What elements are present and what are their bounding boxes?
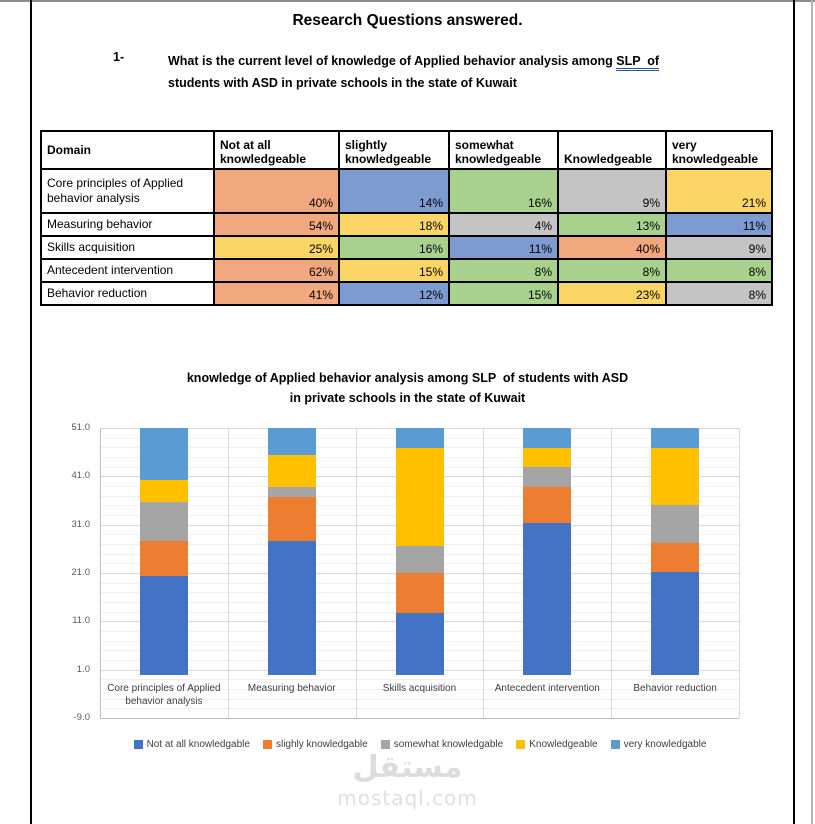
y-axis-tick-label: 51.0 xyxy=(71,422,90,433)
column-header: slightly knowledgeable xyxy=(339,131,449,169)
stacked-bar xyxy=(396,428,444,675)
value-cell: 8% xyxy=(666,282,772,305)
value-cell: 62% xyxy=(214,259,339,282)
stacked-bar xyxy=(523,428,571,675)
question-line-1: What is the current level of knowledge of Applied behavior analysis among SLP of xyxy=(168,50,659,72)
legend-label: slighly knowledgable xyxy=(275,739,368,750)
value-cell: 16% xyxy=(339,236,449,259)
watermark-arabic: مستقل xyxy=(352,750,463,785)
category-boundary-line xyxy=(228,428,229,718)
bar-segment xyxy=(396,448,444,547)
legend-swatch xyxy=(134,740,143,749)
stacked-bar xyxy=(268,428,316,675)
bar-segment xyxy=(523,428,571,448)
bar-segment xyxy=(651,505,699,542)
value-cell: 41% xyxy=(214,282,339,305)
bar-segment xyxy=(651,428,699,448)
table-row xyxy=(41,213,772,236)
value-cell: 8% xyxy=(558,259,666,282)
value-cell: 8% xyxy=(449,259,558,282)
question-line-2: students with ASD in private schools in the state of Kuwait xyxy=(168,76,517,90)
bar-segment xyxy=(523,487,571,524)
legend-label: somewhat knowledgable xyxy=(393,739,504,750)
column-header: somewhat knowledgeable xyxy=(449,131,558,169)
table-row xyxy=(41,259,772,282)
category-boundary-line xyxy=(611,428,612,718)
value-cell: 18% xyxy=(339,213,449,236)
legend-label: very knowledgable xyxy=(623,739,707,750)
stacked-bar xyxy=(140,428,188,675)
column-header: Not at all knowledgeable xyxy=(214,131,339,169)
value-cell: 13% xyxy=(558,213,666,236)
bar-segment xyxy=(396,613,444,675)
legend-item xyxy=(263,739,368,750)
question-text xyxy=(168,50,659,94)
legend-item xyxy=(134,739,250,750)
table-header-row xyxy=(41,131,772,169)
bar-segment xyxy=(523,467,571,487)
chart-title-line-1: knowledge of Applied behavior analysis among SLP of students with ASD xyxy=(186,371,629,385)
value-cell: 21% xyxy=(666,169,772,213)
chart-title xyxy=(0,368,815,408)
value-cell: 54% xyxy=(214,213,339,236)
chart-title-line-2: in private schools in the state of Kuwait xyxy=(289,391,526,405)
value-cell: 15% xyxy=(449,282,558,305)
y-axis-tick-label: 21.0 xyxy=(71,567,90,578)
value-cell: 12% xyxy=(339,282,449,305)
bar-segment xyxy=(140,576,188,675)
bar-segment xyxy=(523,448,571,468)
category-label: Measuring behavior xyxy=(247,682,336,694)
legend-swatch xyxy=(381,740,390,749)
column-header: very knowledgeable xyxy=(666,131,772,169)
bar-segment xyxy=(523,523,571,674)
bar-segment xyxy=(268,455,316,487)
bar-segment xyxy=(396,546,444,573)
y-axis-tick-label: 1.0 xyxy=(76,663,90,675)
legend-item xyxy=(611,739,707,750)
column-header: Knowledgeable xyxy=(558,131,666,169)
value-cell: 11% xyxy=(449,236,558,259)
bar-segment xyxy=(651,572,699,674)
knowledge-table xyxy=(40,130,773,306)
watermark-url: mostaql.com xyxy=(337,786,478,810)
page-top-edge xyxy=(0,0,815,2)
table-row xyxy=(41,282,772,305)
value-cell: 9% xyxy=(666,236,772,259)
y-axis-tick-label: -9.0 xyxy=(73,712,90,723)
table-row xyxy=(41,169,772,213)
y-axis-tick-label: 31.0 xyxy=(71,518,90,530)
category-boundary-line xyxy=(100,428,101,718)
legend-item xyxy=(381,739,504,750)
page-title: Research Questions answered. xyxy=(292,12,523,29)
bar-segment xyxy=(651,448,699,505)
value-cell: 40% xyxy=(214,169,339,213)
category-boundary-line xyxy=(356,428,357,718)
category-label: Behavior reduction xyxy=(633,682,717,694)
chart-legend xyxy=(100,739,740,750)
category-label: Skills acquisition xyxy=(382,682,457,694)
legend-item xyxy=(516,739,597,750)
bar-segment xyxy=(140,480,188,502)
value-cell: 25% xyxy=(214,236,339,259)
domain-cell: Measuring behavior xyxy=(41,213,214,236)
y-axis-tick-label: 41.0 xyxy=(71,470,90,482)
gridline xyxy=(100,679,739,680)
value-cell: 11% xyxy=(666,213,772,236)
y-axis-tick-label: 11.0 xyxy=(72,615,90,627)
legend-swatch xyxy=(611,740,620,749)
value-cell: 8% xyxy=(666,259,772,282)
domain-cell: Antecedent intervention xyxy=(41,259,214,282)
bar-segment xyxy=(268,541,316,674)
value-cell: 9% xyxy=(558,169,666,213)
value-cell: 4% xyxy=(449,213,558,236)
column-header: Domain xyxy=(41,131,214,169)
stacked-bar-chart xyxy=(0,365,815,765)
value-cell: 15% xyxy=(339,259,449,282)
bar-segment xyxy=(268,487,316,497)
question-number: 1- xyxy=(113,50,125,64)
domain-cell: Skills acquisition xyxy=(41,236,214,259)
bar-segment xyxy=(140,502,188,541)
bar-segment xyxy=(396,428,444,448)
legend-label: Knowledgeable xyxy=(529,739,598,750)
stacked-bar xyxy=(651,428,699,675)
domain-cell: Behavior reduction xyxy=(41,282,214,305)
bar-segment xyxy=(396,573,444,612)
bar-segment xyxy=(651,543,699,573)
value-cell: 16% xyxy=(449,169,558,213)
bar-segment xyxy=(140,541,188,576)
legend-label: Not at all knowledgable xyxy=(146,739,250,750)
value-cell: 14% xyxy=(339,169,449,213)
value-cell: 23% xyxy=(558,282,666,305)
bar-segment xyxy=(140,428,188,480)
value-cell: 40% xyxy=(558,236,666,259)
bar-segment xyxy=(268,497,316,541)
research-question xyxy=(113,50,659,94)
category-boundary-line xyxy=(483,428,484,718)
category-label: Core principles of Applied behavior analysis xyxy=(107,682,221,707)
gridline xyxy=(100,718,739,719)
table-row xyxy=(41,236,772,259)
category-boundary-line xyxy=(739,428,740,718)
category-label: Antecedent intervention xyxy=(494,682,600,694)
bar-segment xyxy=(268,428,316,455)
legend-swatch xyxy=(516,740,525,749)
underlined-term: SLP of xyxy=(616,54,659,71)
legend-swatch xyxy=(263,740,272,749)
domain-cell: Core principles of Applied behavior analysis xyxy=(41,169,214,213)
